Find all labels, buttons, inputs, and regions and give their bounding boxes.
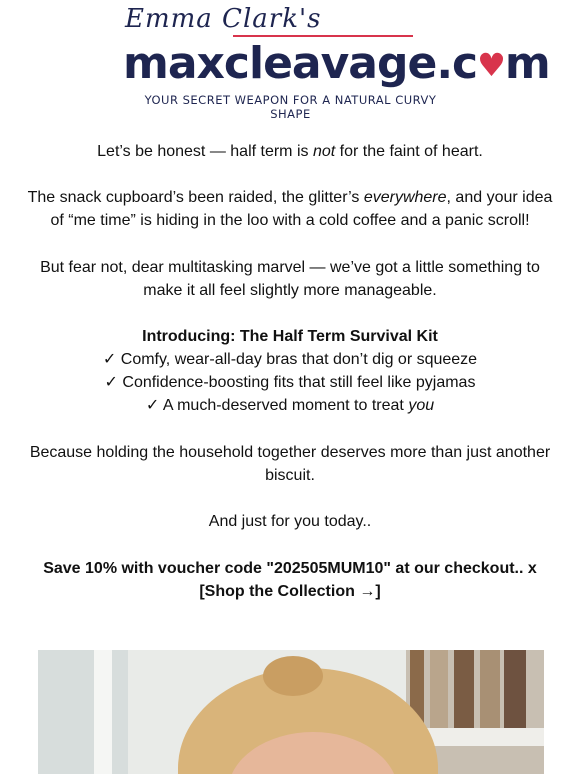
- intro-paragraph: [20, 140, 560, 163]
- intro-text-end: for the faint of heart.: [335, 143, 483, 160]
- kit-item-3-text: ✓ A much-deserved moment to treat: [145, 397, 409, 414]
- intro-text: Let’s be honest — half term is: [97, 143, 313, 160]
- heart-icon: ♥: [477, 46, 505, 84]
- photo-book: [454, 650, 474, 728]
- hero-photo[interactable]: [38, 650, 544, 774]
- logo-brand-end: m: [504, 38, 550, 89]
- logo-tagline: YOUR SECRET WEAPON FOR A NATURAL CURVY SHAPE: [144, 93, 437, 121]
- kit-item-2: ✓ Confidence-boosting fits that still feel like pyjamas: [104, 374, 476, 391]
- intro-emphasis: not: [312, 143, 336, 160]
- kit-item-1: ✓ Comfy, wear-all-day bras that don’t dig or squeeze: [102, 351, 478, 368]
- photo-book: [430, 650, 448, 728]
- snack-emphasis: everywhere: [363, 189, 447, 206]
- logo-brand-name: [123, 40, 550, 89]
- snack-text: The snack cupboard’s been raided, the glitter’s: [27, 189, 364, 206]
- fear-not-paragraph: But fear not, dear multitasking marvel — we’ve got a little something to make it all feel slightly more manageable.: [40, 259, 540, 299]
- snack-paragraph: [20, 186, 560, 232]
- photo-model-bun: [263, 656, 323, 696]
- household-paragraph: Because holding the household together deserves more than just another biscuit.: [29, 444, 551, 484]
- just-for-you-paragraph: And just for you today..: [208, 513, 372, 530]
- logo-brand-main: maxcleavage.c: [123, 38, 478, 89]
- voucher-text: Save 10% with voucher code "202505MUM10" at our checkout.. x: [43, 560, 537, 577]
- photo-window: [38, 650, 128, 774]
- kit-title: Introducing: The Half Term Survival Kit: [142, 328, 438, 345]
- photo-window-frame: [94, 650, 112, 774]
- logo-accent-line: [233, 35, 413, 37]
- brand-logo[interactable]: [0, 0, 580, 120]
- photo-book: [480, 650, 500, 728]
- snack-text-end: , and your idea of “me time” is hiding in the loo with a cold coffee and a panic scroll!: [50, 189, 553, 229]
- kit-item-3: [20, 394, 560, 417]
- photo-book: [504, 650, 526, 728]
- kit-item-3-emphasis: you: [408, 397, 435, 414]
- shop-collection-link[interactable]: [Shop the Collection →]: [199, 583, 381, 600]
- logo-script-name: Emma Clark's: [125, 4, 322, 34]
